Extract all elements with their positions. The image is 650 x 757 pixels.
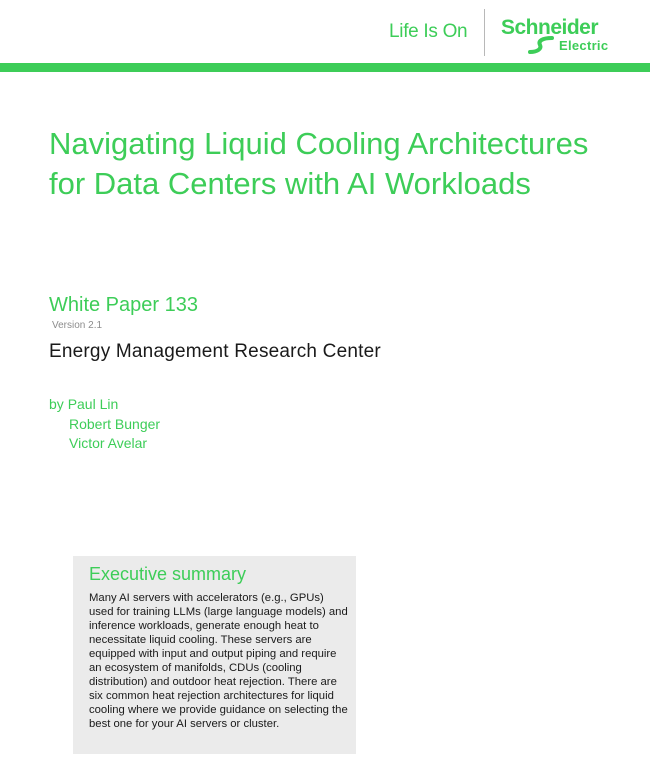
- document-title: Navigating Liquid Cooling Architectures for Data Centers with AI Workloads: [49, 126, 589, 201]
- logo-mark-icon: [528, 36, 554, 54]
- executive-summary-box: [73, 556, 356, 754]
- author-line-1: [49, 395, 160, 415]
- document-version: Version 2.1: [52, 320, 103, 331]
- executive-summary-text: Many AI servers with accelerators (e.g., GPUs) used for training LLMs (large language models) and inference workloads, generate enough heat to necessitate liquid cooling. These servers are equipped with input and output piping and require an ecosystem of manifolds, CDUs (cooling distribution) and outdoor heat rejection. There are six common heat rejection architectures for liquid cooling where we provide guidance on selecting the best one for your AI servers or cluster.: [89, 592, 348, 730]
- author-name: Victor Avelar: [69, 435, 148, 451]
- logo-text-schneider: Schneider: [501, 16, 599, 39]
- white-paper-number: White Paper 133: [49, 294, 198, 316]
- author-name: Robert Bunger: [69, 415, 161, 432]
- schneider-electric-logo: [497, 16, 627, 56]
- logo-text-electric: Electric: [559, 38, 609, 53]
- author-list: [49, 395, 160, 454]
- author-line-3: [49, 434, 160, 454]
- executive-summary-heading: Executive summary: [89, 564, 247, 584]
- header-divider: [484, 9, 485, 56]
- header-green-bar: [0, 63, 650, 72]
- brand-tagline: Life Is On: [389, 21, 468, 42]
- research-center-name: Energy Management Research Center: [49, 341, 381, 362]
- author-line-2: [49, 415, 160, 435]
- authors-prefix: by: [49, 396, 64, 412]
- author-name: Paul Lin: [67, 396, 119, 412]
- page-header: [0, 0, 650, 62]
